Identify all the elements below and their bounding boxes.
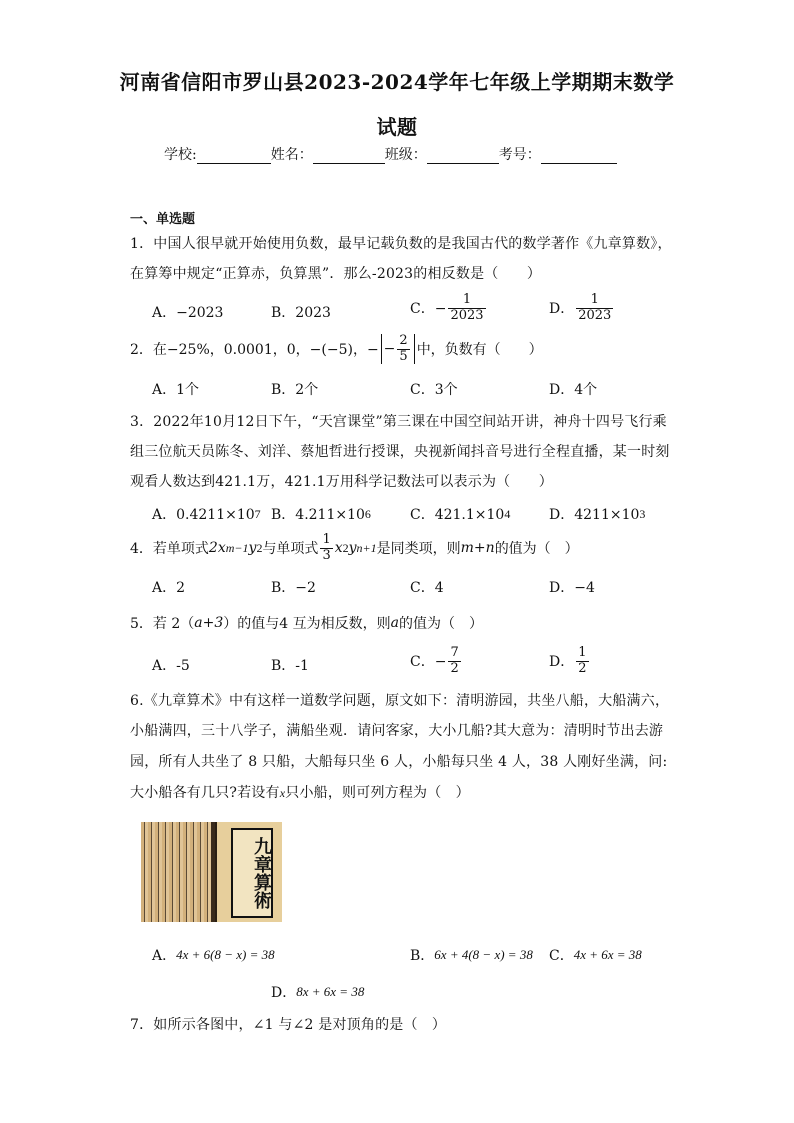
section-heading: 一、单选题: [130, 212, 196, 227]
q4-option-b[interactable]: B．−2: [271, 580, 316, 596]
q1-option-c-fraction: [448, 293, 485, 324]
q6-option-c-equation: 4x + 6x = 38: [573, 947, 642, 962]
q1-text-line1: 1．中国人很早就开始使用负数，最早记载负数的是我国古代的数学著作《九章算数》，: [130, 236, 672, 252]
q3-option-a[interactable]: [152, 504, 261, 524]
q3-text-line2: 组三位航天员陈冬、刘洋、蔡旭哲进行授课，央视新闻抖音号进行全程直播，某一时刻: [130, 444, 670, 460]
class-blank[interactable]: [427, 149, 499, 164]
q6-option-b[interactable]: [410, 945, 533, 965]
name-blank[interactable]: [313, 149, 385, 164]
q4-option-c[interactable]: C．4: [410, 580, 444, 596]
book-pages: [141, 822, 211, 922]
school-label: 学校:: [164, 147, 197, 163]
q4-prefix: 4．若单项式: [130, 541, 209, 558]
name-label: 姓名：: [270, 147, 313, 163]
q3-option-c-base: C．421.1×10: [410, 507, 505, 523]
q2-numerator: 2: [399, 333, 408, 348]
q4-suffix1: 是同类项，则: [376, 541, 461, 558]
q5-option-c-numerator: 7: [450, 645, 459, 660]
q6-text-line1: 6.《九章算术》中有这样一道数学问题，原文如下：清明游园，共坐八船，大船满六，: [130, 693, 670, 709]
q4-fraction: [320, 533, 332, 564]
school-blank[interactable]: [197, 149, 271, 164]
q5-option-c-label: C．−: [410, 654, 447, 671]
q5-option-c-denominator: 2: [450, 660, 459, 676]
page-title-line2: 试题: [376, 115, 418, 139]
q1-option-d-label: D．: [549, 301, 575, 318]
q5-option-d[interactable]: [549, 646, 591, 677]
q3-option-c[interactable]: [410, 504, 510, 524]
q6-text-line2: 小船满四，三十八学子，满船坐观．请问客家，大小几船?其大意为：清明时节出去游: [130, 723, 664, 739]
q2-option-d[interactable]: D．4个: [549, 382, 598, 398]
book-cover-title: 九章算術: [231, 828, 273, 918]
q4-mono1-exp2: 2: [256, 540, 263, 555]
q4-mono1-exp1: m−1: [225, 540, 249, 555]
q1-option-c-denominator: 2023: [450, 307, 484, 323]
q4-text: [130, 533, 579, 564]
q5-expression: a+3: [194, 615, 224, 631]
q4-frac-denominator: 3: [322, 547, 331, 563]
q2-denominator: 5: [399, 348, 408, 364]
q5-mid: ）的值与4 互为相反数，则: [223, 616, 391, 632]
q6-option-a-equation: 4x + 6(8 − x) = 38: [176, 947, 275, 962]
q1-option-a[interactable]: A．−2023: [152, 305, 224, 321]
q3-option-d[interactable]: [549, 504, 645, 524]
q4-suffix2: 的值为（ ）: [494, 541, 579, 558]
q7-text: 7．如所示各图中，∠1 与∠2 是对顶角的是（ ）: [130, 1017, 447, 1033]
q4-option-d[interactable]: D．−4: [549, 580, 595, 596]
q3-option-a-exponent: 7: [254, 506, 261, 521]
q6-option-c-label: C．: [549, 948, 574, 964]
q5-text: [130, 613, 483, 633]
q2-frac-sign: −: [383, 341, 396, 358]
q1-option-b[interactable]: B．2023: [271, 305, 331, 321]
q5-option-d-label: D．: [549, 654, 575, 671]
q6-option-d[interactable]: [271, 982, 364, 1002]
q6-option-a-label: A．: [152, 948, 177, 964]
q4-expression: m+n: [460, 540, 495, 557]
q6-text-line3: 园，所有人共坐了 8 只船，大船每只坐 6 人，小船每只坐 4 人，38 人刚好坐满，问:: [130, 754, 668, 770]
q3-option-a-base: A．0.4211×10: [152, 507, 255, 523]
q1-option-c-label: C．−: [410, 301, 447, 318]
q4-mid: 与单项式: [262, 541, 319, 558]
q5-option-c-fraction: [448, 646, 460, 677]
q4-mono1-var1: x: [217, 540, 226, 557]
q2-option-b[interactable]: B．2个: [271, 382, 319, 398]
q4-option-a[interactable]: A．2: [152, 580, 186, 596]
q5-option-d-numerator: 1: [578, 645, 587, 660]
page-title: 河南省信阳市罗山县2023-2024学年七年级上学期期末数学: [119, 70, 675, 94]
q1-option-d[interactable]: [549, 293, 615, 324]
q2-option-a[interactable]: A．1个: [152, 382, 200, 398]
q3-text-line3: 观看人数达到421.1万，421.1万用科学记数法可以表示为（ ）: [130, 474, 553, 490]
q6-line4-a: 大小船各有几只?若设有: [130, 785, 280, 801]
q6-option-d-equation: 8x + 6x = 38: [296, 984, 365, 999]
q1-option-c-numerator: 1: [462, 292, 472, 307]
q5-option-b[interactable]: B．-1: [271, 658, 309, 674]
q5-option-a[interactable]: A．-5: [152, 658, 190, 674]
q4-mono2-var1: x: [334, 540, 343, 557]
q5-variable: a: [390, 615, 399, 631]
jiuzhang-book-image: [141, 822, 282, 922]
q2-text: [130, 334, 543, 365]
q6-option-b-equation: 6x + 4(8 − x) = 38: [434, 947, 533, 962]
q5-option-d-fraction: [576, 646, 588, 677]
q3-option-d-exponent: 3: [639, 506, 646, 521]
q5-option-c[interactable]: [410, 646, 463, 677]
q5-prefix: 5．若 2（: [130, 616, 195, 632]
q3-option-b-base: B．4.211×10: [271, 507, 365, 523]
q6-text-line4: [130, 782, 470, 802]
q1-text-line2: 在算筹中规定“正算赤，负算黑”．那么-2023的相反数是（ ）: [130, 266, 542, 282]
q2-prefix: 2．在−25%，0.0001，0，−(−5)，−: [130, 342, 379, 359]
q6-option-a[interactable]: [152, 945, 275, 965]
q5-option-d-denominator: 2: [578, 660, 587, 676]
q1-option-d-denominator: 2023: [578, 307, 612, 323]
q2-fraction: [397, 334, 409, 365]
student-info-row: [164, 144, 617, 164]
q6-option-d-label: D．: [271, 985, 297, 1001]
class-label: 班级：: [384, 147, 427, 163]
q4-mono2-exp1: 2: [342, 540, 349, 555]
q6-option-c[interactable]: [549, 945, 642, 965]
q6-option-b-label: B．: [410, 948, 435, 964]
q1-option-d-numerator: 1: [590, 292, 599, 307]
q3-option-d-base: D．4211×10: [549, 507, 640, 523]
q6-variable: x: [279, 786, 286, 800]
abs-bar-left: [381, 334, 382, 364]
q4-mono2-exp2: n+1: [356, 540, 377, 555]
q4-mono1-coef: 2: [208, 540, 218, 557]
q5-suffix: 的值为（ ）: [398, 616, 483, 632]
q1-option-c[interactable]: [410, 293, 488, 324]
q3-option-b[interactable]: [271, 504, 371, 524]
book-cover: [215, 822, 282, 922]
q3-text-line1: 3．2022年10月12日下午，“天宫课堂”第三课在中国空间站开讲，神舟十四号飞行乘: [130, 414, 667, 430]
q3-option-b-exponent: 6: [364, 506, 371, 521]
q4-mono1-var2: y: [248, 540, 257, 557]
q6-line4-b: 只小船，则可列方程为（ ）: [285, 785, 470, 801]
exam-number-label: 考号：: [498, 147, 541, 163]
q4-frac-numerator: 1: [322, 532, 331, 547]
q1-option-d-fraction: [576, 293, 613, 324]
exam-number-blank[interactable]: [541, 149, 617, 164]
q3-option-c-exponent: 4: [504, 506, 511, 521]
q2-option-c[interactable]: C．3个: [410, 382, 458, 398]
q4-mono2-var2: y: [348, 540, 357, 557]
q2-suffix: 中，负数有（ ）: [416, 342, 543, 359]
abs-bar-right: [414, 334, 415, 364]
